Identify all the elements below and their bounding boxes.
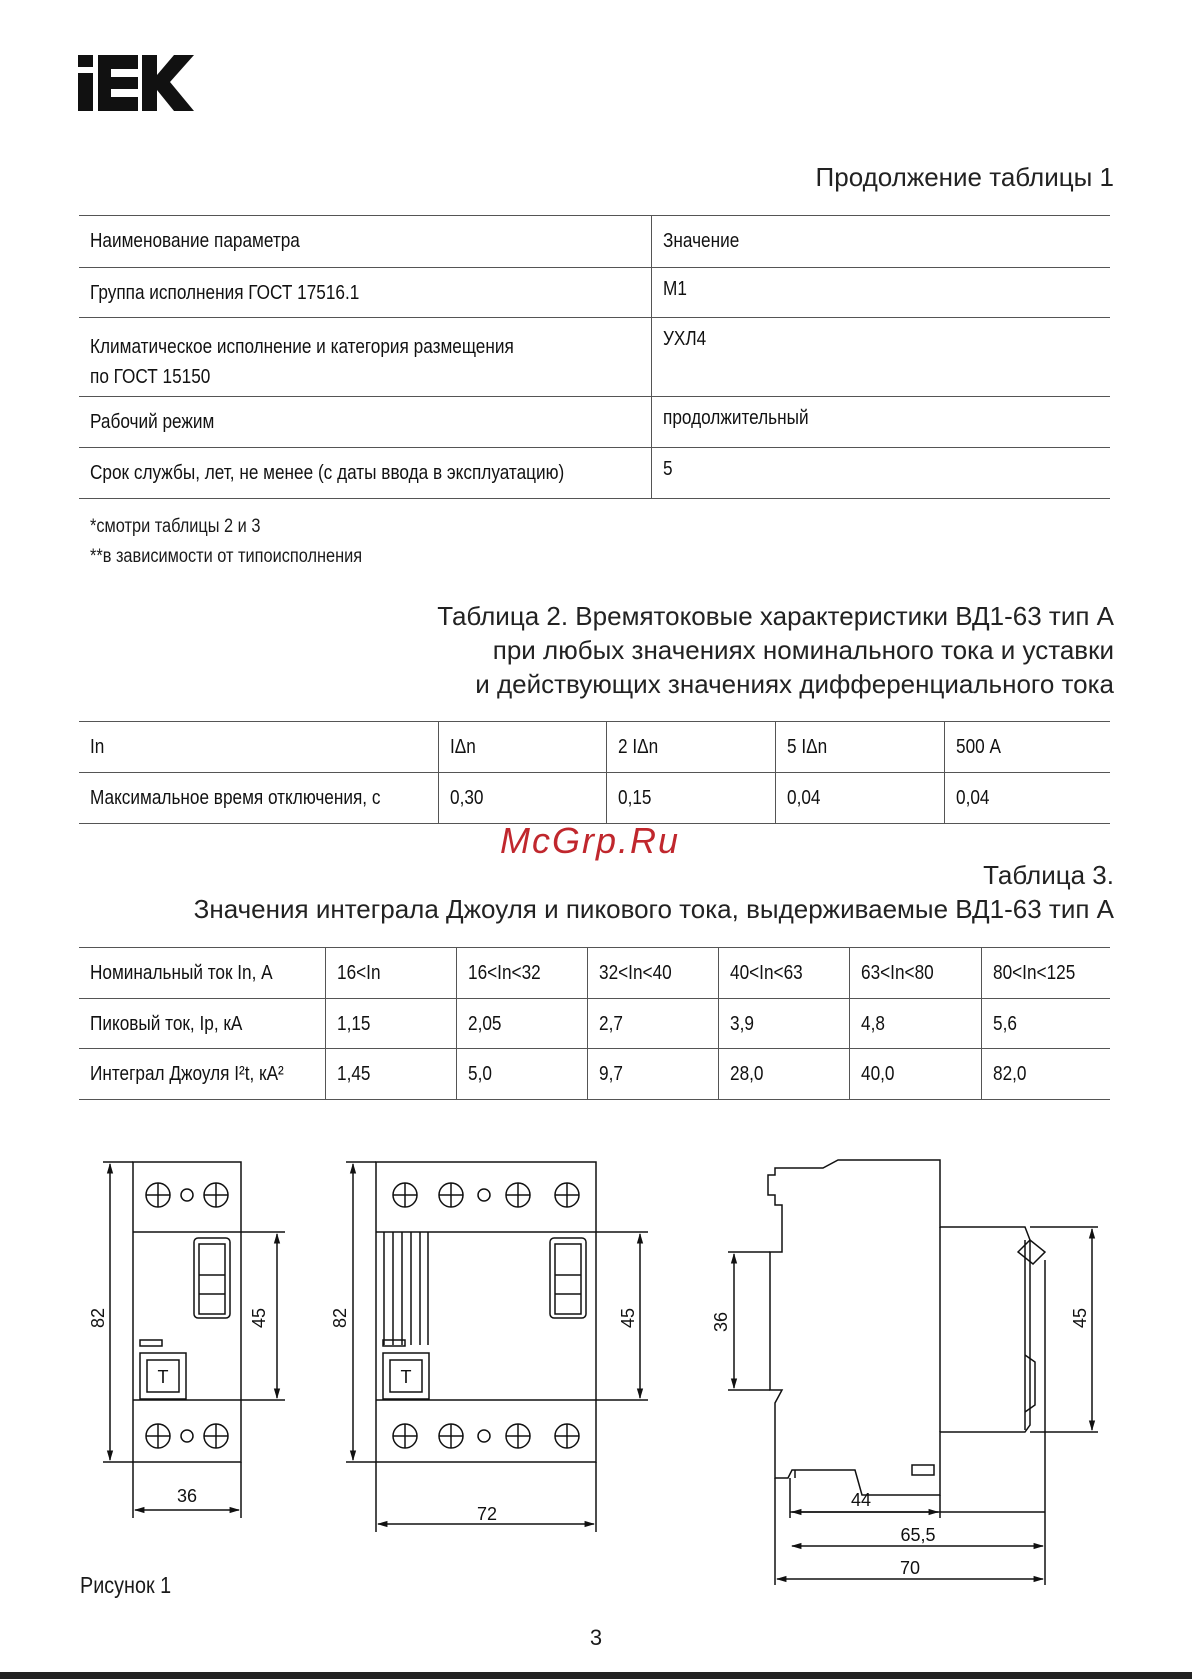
- table-row: Рабочий режим продолжительный: [79, 397, 1110, 448]
- device-4-pole-front-view: [376, 1162, 596, 1462]
- dim-45-mid: 45: [618, 1307, 638, 1329]
- footnote-2: **в зависимости от типоисполнения: [90, 546, 363, 567]
- dim-36-side: 36: [711, 1311, 731, 1333]
- footnote-1: *смотри таблицы 2 и 3: [90, 516, 261, 537]
- figure-drawing: [0, 1140, 1192, 1600]
- bottom-rule: [0, 1672, 1192, 1679]
- table-row: Наименование параметра Значение: [79, 216, 1110, 268]
- table-row: Срок службы, лет, не менее (с даты ввода в эксплуатацию) 5: [79, 448, 1110, 499]
- table-row: Климатическое исполнение и категория размещения по ГОСТ 15150 УХЛ4: [79, 318, 1110, 397]
- dim-82-left: 82: [88, 1307, 108, 1329]
- table-row: Группа исполнения ГОСТ 17516.1 М1: [79, 268, 1110, 318]
- table3: [79, 947, 1110, 1100]
- page-number: 3: [589, 1625, 603, 1650]
- dim-44: 44: [850, 1490, 872, 1510]
- table-row: Номинальный ток In, А 16<In 16<In<32 32<In<40 40<In<63 63<In<80 80<In<125: [79, 948, 1110, 999]
- table3-caption-line2: Значения интеграла Джоуля и пикового тока, выдерживаемые ВД1-63 тип А: [193, 894, 1114, 924]
- table1: [79, 215, 1110, 499]
- table1-caption: Продолжение таблицы 1: [815, 162, 1114, 192]
- dim-36-width: 36: [176, 1486, 198, 1506]
- table-row: Интеграл Джоуля I²t, кА² 1,45 5,0 9,7 28,0 40,0 82,0: [79, 1049, 1110, 1100]
- table-row: Максимальное время отключения, с 0,30 0,15 0,04 0,04: [79, 773, 1110, 824]
- table-row: In IΔn 2 IΔn 5 IΔn 500 А: [79, 722, 1110, 773]
- iek-logo: [78, 55, 194, 111]
- test-button-label-2: Т: [400, 1367, 412, 1387]
- table2: [79, 721, 1110, 824]
- dim-82-mid: 82: [330, 1307, 350, 1329]
- table2-caption-line2: при любых значениях номинального тока и уставки: [492, 635, 1114, 665]
- dim-65-5: 65,5: [900, 1525, 936, 1545]
- watermark: McGrp.Ru: [500, 820, 681, 861]
- dim-72-width: 72: [476, 1504, 498, 1524]
- dim-45-side: 45: [1070, 1307, 1090, 1329]
- table2-caption-line3: и действующих значениях дифференциального тока: [475, 669, 1114, 699]
- dim-70: 70: [899, 1558, 921, 1578]
- table2-caption-line1: Таблица 2. Времятоковые характеристики ВД1-63 тип А: [437, 601, 1114, 631]
- device-side-view: [768, 1160, 1030, 1495]
- table-row: Пиковый ток, Ip, кА 1,15 2,05 2,7 3,9 4,8 5,6: [79, 999, 1110, 1049]
- table3-caption-line1: Таблица 3.: [983, 860, 1114, 890]
- device-2-pole-front-view: [133, 1162, 241, 1462]
- figure-caption: Рисунок 1: [80, 1572, 172, 1598]
- test-button-label-1: Т: [157, 1367, 169, 1387]
- dim-45-left: 45: [249, 1307, 269, 1329]
